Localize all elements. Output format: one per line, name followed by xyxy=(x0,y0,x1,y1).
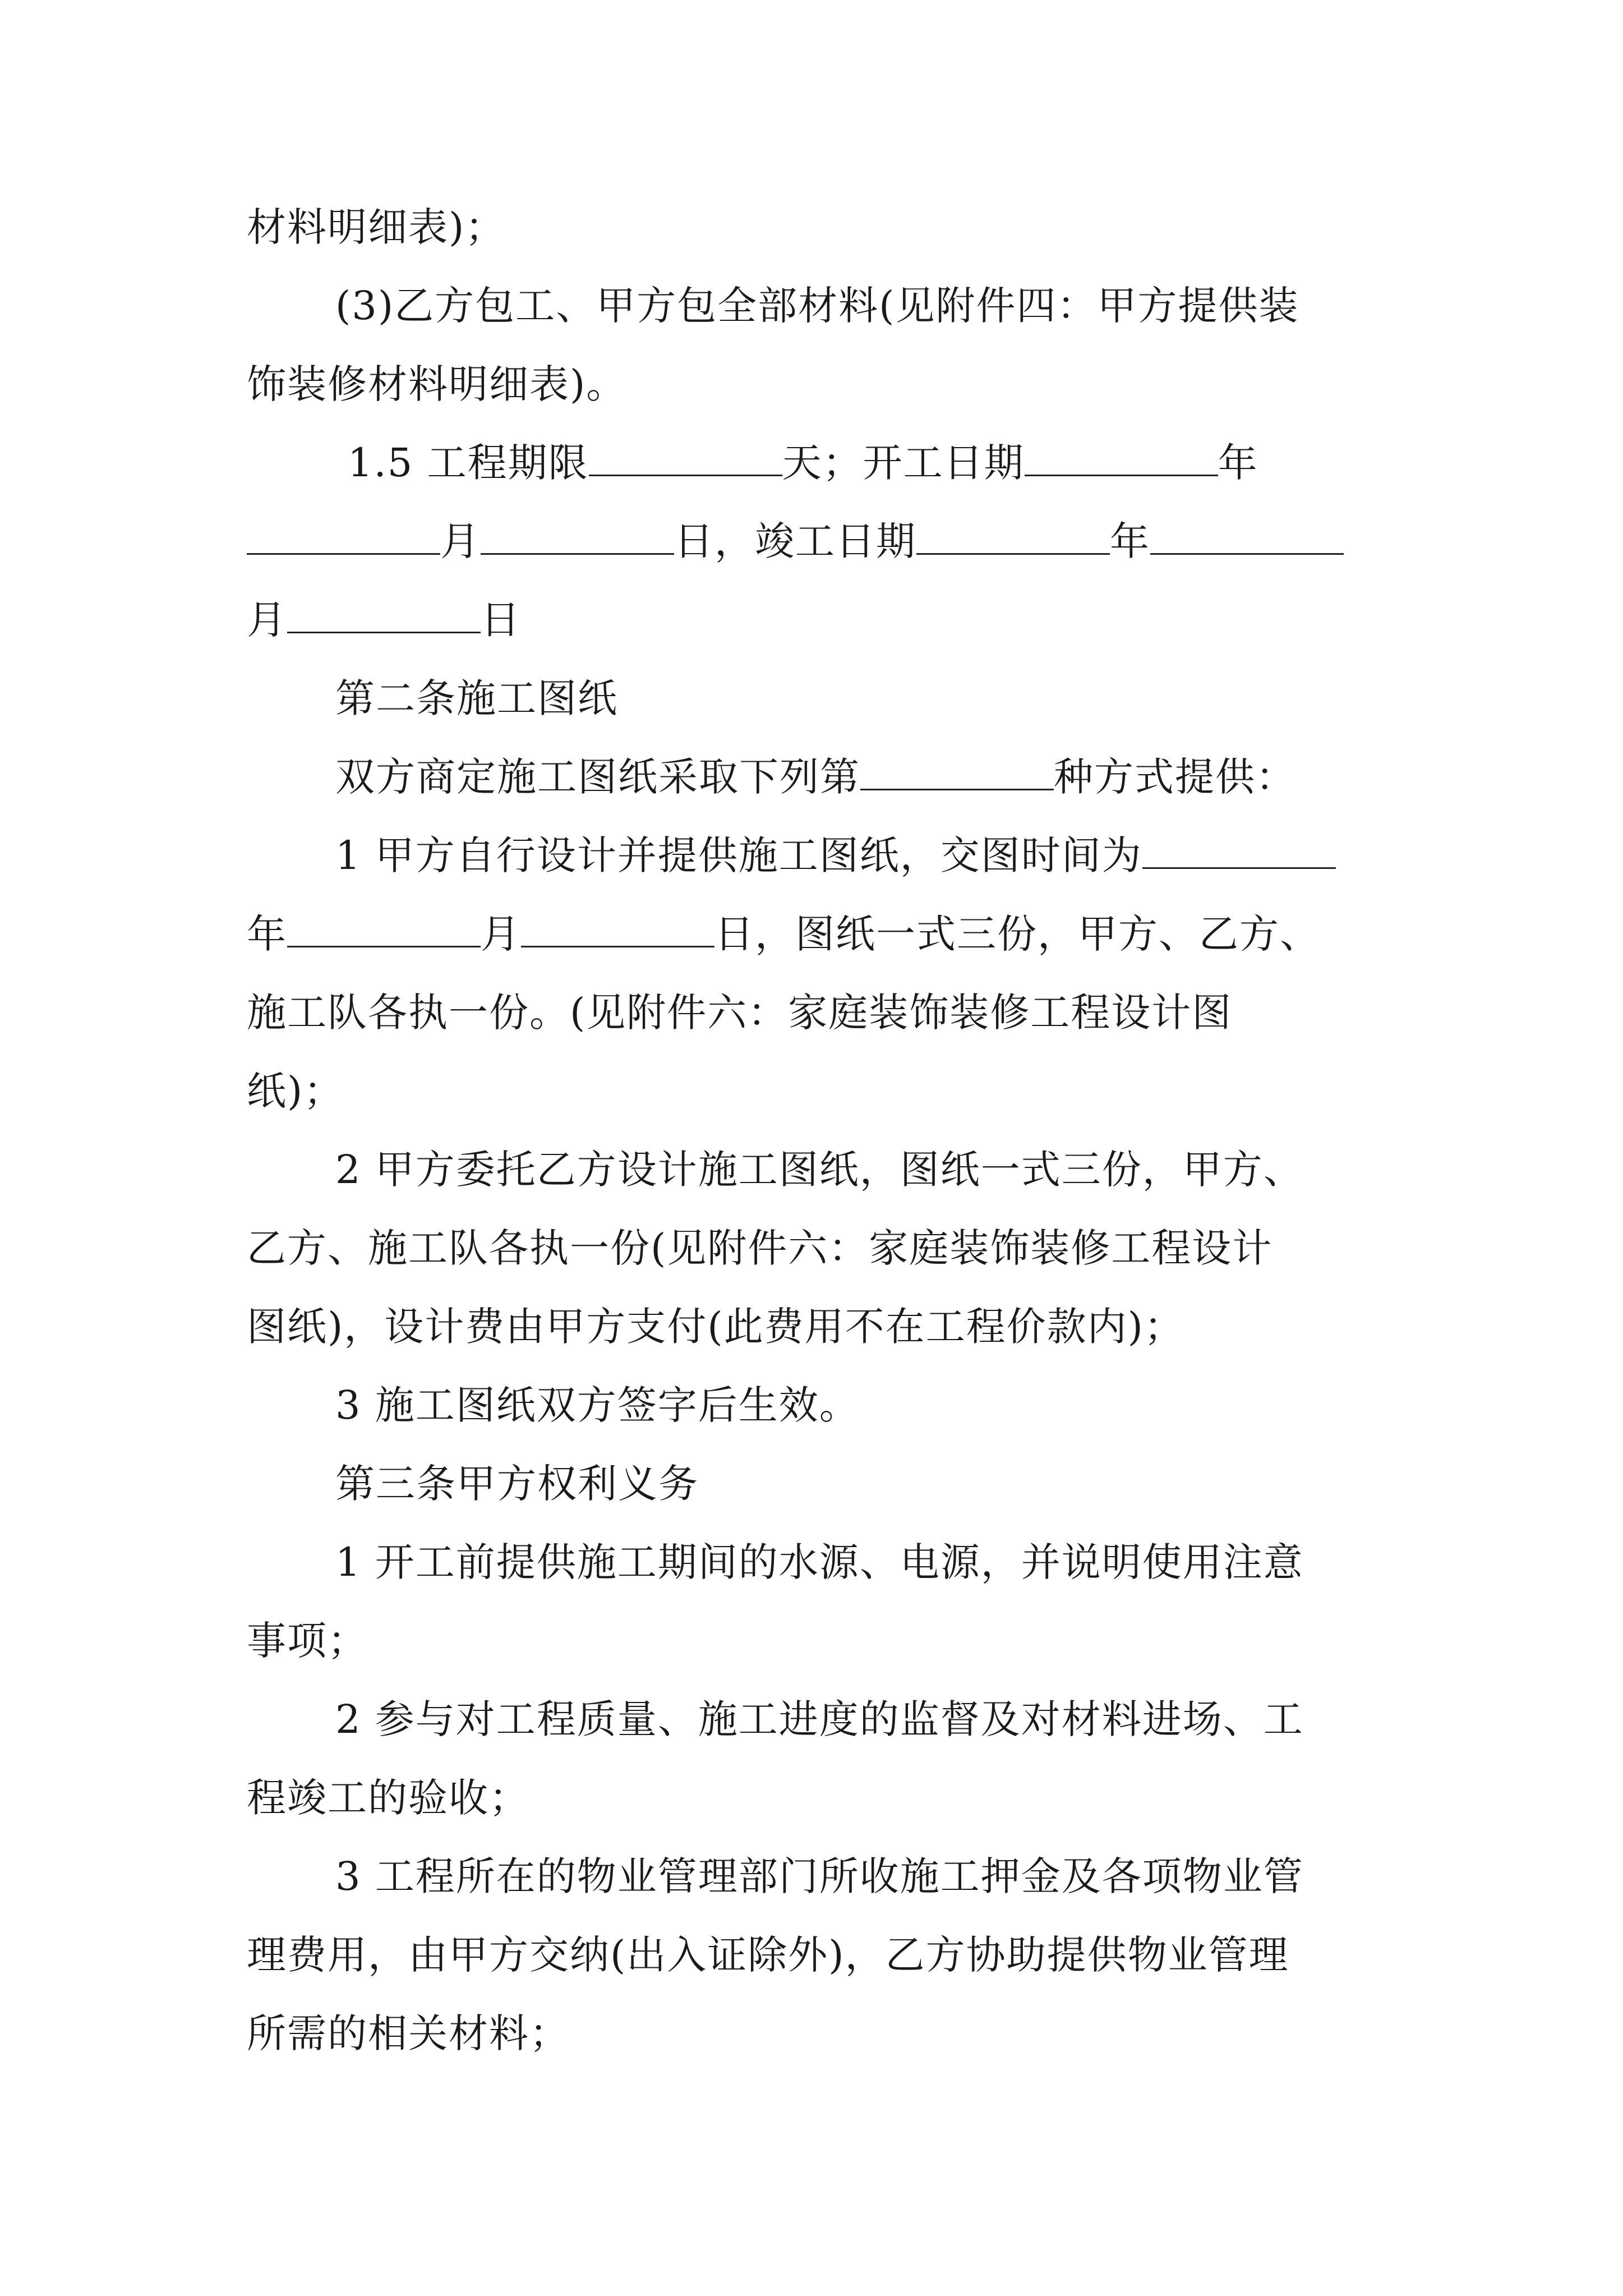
text-line: (3)乙方包工、甲方包全部材料(见附件四：甲方提供装 xyxy=(335,283,1299,329)
fill-blank[interactable] xyxy=(481,514,674,555)
text-line: 2 参与对工程质量、施工进度的监督及对材料进场、工 xyxy=(335,1696,1304,1742)
text-line: 乙方、施工队各执一份(见附件六：家庭装饰装修工程设计 xyxy=(247,1225,1273,1271)
text-fragment: 1 甲方自行设计并提供施工图纸，交图时间为 xyxy=(335,832,1142,878)
text-fragment: 日，竣工日期 xyxy=(674,518,916,564)
text-line: 图纸)，设计费由甲方支付(此费用不在工程价款内)； xyxy=(247,1304,1184,1350)
fill-blank[interactable] xyxy=(287,907,481,947)
text-line: 2 甲方委托乙方设计施工图纸，图纸一式三份，甲方、 xyxy=(335,1147,1304,1193)
text-fragment: 月 xyxy=(481,911,521,957)
fill-blank[interactable] xyxy=(1142,828,1336,869)
fill-blank[interactable] xyxy=(287,592,481,633)
fill-blank[interactable] xyxy=(860,749,1054,790)
text-line-with-blanks xyxy=(335,749,1296,805)
section-heading: 第三条甲方权利义务 xyxy=(335,1461,699,1507)
text-line-with-blanks xyxy=(335,827,1336,884)
text-fragment: 月 xyxy=(440,518,481,564)
text-line: 所需的相关材料； xyxy=(247,2010,570,2056)
text-line: 材料明细表)； xyxy=(247,204,506,250)
text-fragment: 双方商定施工图纸采取下列第 xyxy=(335,754,860,800)
fill-blank[interactable] xyxy=(521,907,714,947)
text-fragment: 1.5 工程期限 xyxy=(348,440,589,486)
fill-blank[interactable] xyxy=(589,435,782,476)
fill-blank[interactable] xyxy=(916,514,1110,555)
text-fragment: 年 xyxy=(1110,518,1150,564)
text-line: 施工队各执一份。(见附件六：家庭装饰装修工程设计图 xyxy=(247,990,1233,1036)
text-line-with-blanks xyxy=(247,592,521,648)
text-fragment: 种方式提供： xyxy=(1054,754,1296,800)
text-line: 事项； xyxy=(247,1618,368,1664)
text-line: 3 工程所在的物业管理部门所收施工押金及各项物业管 xyxy=(335,1853,1304,1899)
text-fragment: 日，图纸一式三份，甲方、乙方、 xyxy=(714,911,1320,957)
text-line: 3 施工图纸双方签字后生效。 xyxy=(335,1382,860,1428)
text-line: 1 开工前提供施工期间的水源、电源，并说明使用注意 xyxy=(335,1539,1304,1585)
text-line: 饰装修材料明细表)。 xyxy=(247,361,627,407)
text-line: 纸)； xyxy=(247,1068,344,1114)
text-fragment: 月 xyxy=(247,597,287,643)
text-line: 理费用，由甲方交纳(出入证除外)，乙方协助提供物业管理 xyxy=(247,1932,1289,1978)
fill-blank[interactable] xyxy=(1150,514,1344,555)
fill-blank[interactable] xyxy=(1025,435,1218,476)
text-fragment: 日 xyxy=(481,597,521,643)
text-line: 程竣工的验收； xyxy=(247,1775,529,1821)
text-fragment: 年 xyxy=(247,911,287,957)
fill-blank[interactable] xyxy=(247,514,440,555)
section-heading: 第二条施工图纸 xyxy=(335,675,618,721)
text-fragment: 天；开工日期 xyxy=(782,440,1025,486)
text-line-with-blanks xyxy=(247,906,1320,962)
text-line-with-blanks xyxy=(247,513,1344,569)
text-fragment: 年 xyxy=(1218,440,1258,486)
text-line-with-blanks xyxy=(348,435,1258,491)
